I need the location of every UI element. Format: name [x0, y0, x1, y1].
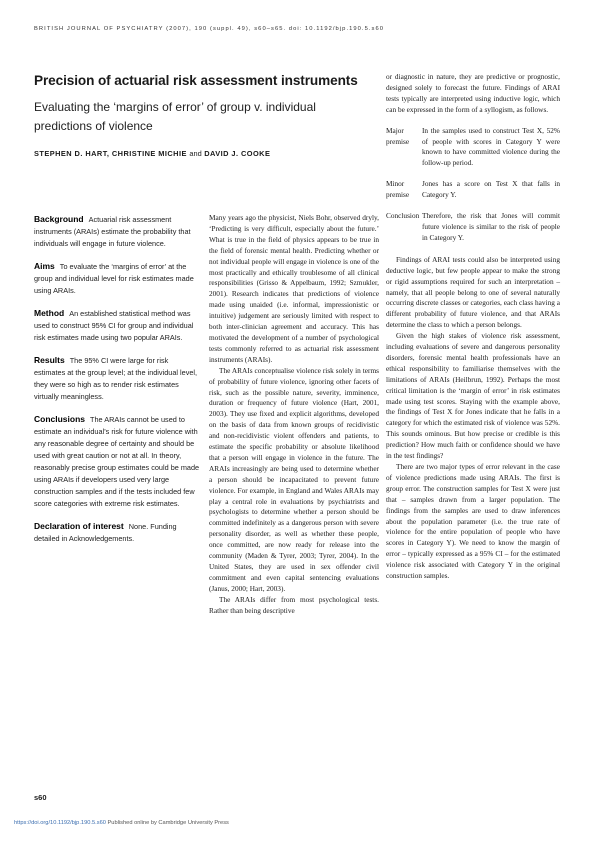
abstract-section	[34, 520, 200, 545]
abstract-text: None. Funding detailed in Acknowledgements.	[34, 522, 177, 543]
abstract-text: Actuarial risk assessment instruments (ARAIs) estimate the probability that individuals will engage in future violence.	[34, 215, 191, 248]
body-paragraph: or diagnostic in nature, they are predictive or prognostic, designed solely to forecast the future. Findings of ARAI tests typically are interpreted using inductive logic, which can be expressed in the form of a syllogism, as follows.	[386, 72, 560, 114]
abstract-heading: Method	[34, 308, 65, 318]
publisher-note: Published online by Cambridge University Press	[107, 820, 229, 826]
abstract	[34, 213, 200, 555]
article-subtitle: Evaluating the ‘margins of error’ of group v. individual predictions of violence	[34, 100, 316, 133]
author-name: CHRISTINE MICHIE	[111, 149, 187, 158]
body-paragraph: There are two major types of error relevant in the case of violence predictions made using ARAIs. The first is group error. The construction samples for Test X were just that – samples drawn from a larger population. The findings from the samples are used to draw inferences about the population parameter (i.e. the true rate of violence for the entire population of people who have scores in Category Y). We need to know the margin of error – typically expressed as a 95% CI – for the estimated violence risk associated with Category Y in the original construction samples.	[386, 462, 560, 581]
abstract-heading: Aims	[34, 261, 55, 271]
abstract-section	[34, 354, 200, 403]
syllogism-label: Major premise	[386, 125, 410, 146]
abstract-heading: Conclusions	[34, 414, 86, 424]
article-title: Precision of actuarial risk assessment instruments	[34, 73, 358, 88]
author-name: STEPHEN D. HART,	[34, 149, 110, 158]
abstract-section	[34, 307, 200, 344]
abstract-text: To evaluate the ‘margins of error’ at the group and individual level for risk estimates made using ARAIs.	[34, 262, 194, 295]
abstract-section	[34, 213, 200, 250]
page-number: s60	[34, 793, 47, 802]
abstract-section	[34, 413, 200, 510]
syllogism-conclusion	[386, 211, 560, 244]
syllogism-text: In the samples used to construct Test X, 52% of people with scores in Category Y were known to have committed violence during the follow-up period.	[422, 125, 560, 168]
abstract-text: An established statistical method was used to construct 95% CI for group and individual risk estimates made using two popular ARAIs.	[34, 309, 194, 342]
running-head: BRITISH JOURNAL OF PSYCHIATRY (2007), 190 (suppl. 49), s60–s65. doi: 10.1192/bjp.190.5.s60	[34, 26, 385, 32]
page-footer	[14, 820, 574, 826]
abstract-section	[34, 260, 200, 297]
syllogism-major	[386, 126, 560, 170]
abstract-heading: Results	[34, 355, 65, 365]
author-conjunction: and	[189, 149, 202, 158]
author-list	[34, 149, 374, 158]
abstract-text: The ARAIs cannot be used to estimate an individual’s risk for future violence with any reasonable degree of certainty and should be used with great caution or not at all. In theory, reasonably precise group estimates could be made using ARAIs if developers used very large construction samples and if the tests included few score categories with extreme risk estimates.	[34, 415, 200, 508]
abstract-heading: Declaration of interest	[34, 521, 124, 531]
body-paragraph: Many years ago the physicist, Niels Bohr, observed dryly, ‘Predicting is very difficult, especially about the future.’ What is true in the field of physics appears to be true in the field of forensic mental health. Predicting whether or not individual people will engage in violence is one of the most practically and ethically troublesome of all clinical responsibilities (Grisso & Appelbaum, 1992; Szmukler, 2001). Research indicates that predictions of violence made using unaided (i.e. informal, impressionistic or intuitive) judgement are seriously limited with respect to both inter-clinician agreement and accuracy. This has motivated the development of a number of psychological tests commonly referred to as actuarial risk assessment instruments (ARAIs).	[209, 213, 379, 364]
abstract-heading: Background	[34, 214, 84, 224]
body-paragraph: The ARAIs differ from most psychological tests. Rather than being descriptive	[209, 594, 379, 615]
body-column-right	[386, 72, 560, 582]
syllogism-text: Jones has a score on Test X that falls in Category Y.	[422, 179, 560, 200]
body-column-middle	[209, 213, 379, 617]
abstract-text: The 95% CI were large for risk estimates at the group level; at the individual level, they were so high as to render risk estimates virtually meaningless.	[34, 356, 198, 401]
syllogism-label: Conclusion	[386, 211, 420, 221]
body-paragraph: The ARAIs conceptualise violence risk solely in terms of probability of future violence, ignoring other facets of risk, such as the possible nature, severity, imminence, duration or frequency of future violence (Hart, 2001, 2003). They use fixed and explicit algorithms, developed on the basis of data from known groups of recidivistic and non-recidivistic violent offenders and patients, to estimate the specific probability or absolute likelihood that a person will engage in violence in the future. The ARAIs increasingly are being used to determine whether a person should be incapacitated to prevent future violence. For example, in England and Wales ARAIs may play a central role in evaluations by psychiatrists and psychologists to determine whether a person should be committed indefinitely as a dangerous person with severe personality disorder, as well as whether these people, once committed, are now ready for release into the community (Maden & Tyrer, 2003; Tyrer, 2004). In the United States, they are used in sex offender civil commitment and even capital sentencing evaluations (Janus, 2000; Hart, 2003).	[209, 365, 379, 593]
syllogism-text: Therefore, the risk that Jones will commit future violence is similar to the risk of people in Category Y.	[422, 211, 560, 242]
body-paragraph: Given the high stakes of violence risk assessment, including evaluations of severe and dangerous personality disorders, forensic mental health professionals have an ethical responsibility to familiarise themselves with the limitations of ARAIs (Heilbrun, 1992). Perhaps the most critical limitation is the ‘margin of error’ in risk estimates made using test scores. Staying with the example above, the findings of Test X for Jones indicate that he falls in a category for which the estimated risk of violence was 52%. This sounds ominous. But how precise or credible is this prediction? How much faith or confidence should we have in the test findings?	[386, 331, 560, 461]
doi-link[interactable]: https://doi.org/10.1192/bjp.190.5.s60	[14, 820, 106, 826]
syllogism-label: Minor premise	[386, 179, 410, 200]
author-name: DAVID J. COOKE	[204, 149, 271, 158]
body-paragraph: Findings of ARAI tests could also be interpreted using deductive logic, but few people appear to make the strong or rigid assumptions required for such an interpretation – namely, that all people belong to one of several naturally occurring discrete classes or categories, each class having a different probability of future violence, and that ARAIs determine the class to which a person belongs.	[386, 254, 560, 330]
syllogism-minor	[386, 179, 560, 201]
